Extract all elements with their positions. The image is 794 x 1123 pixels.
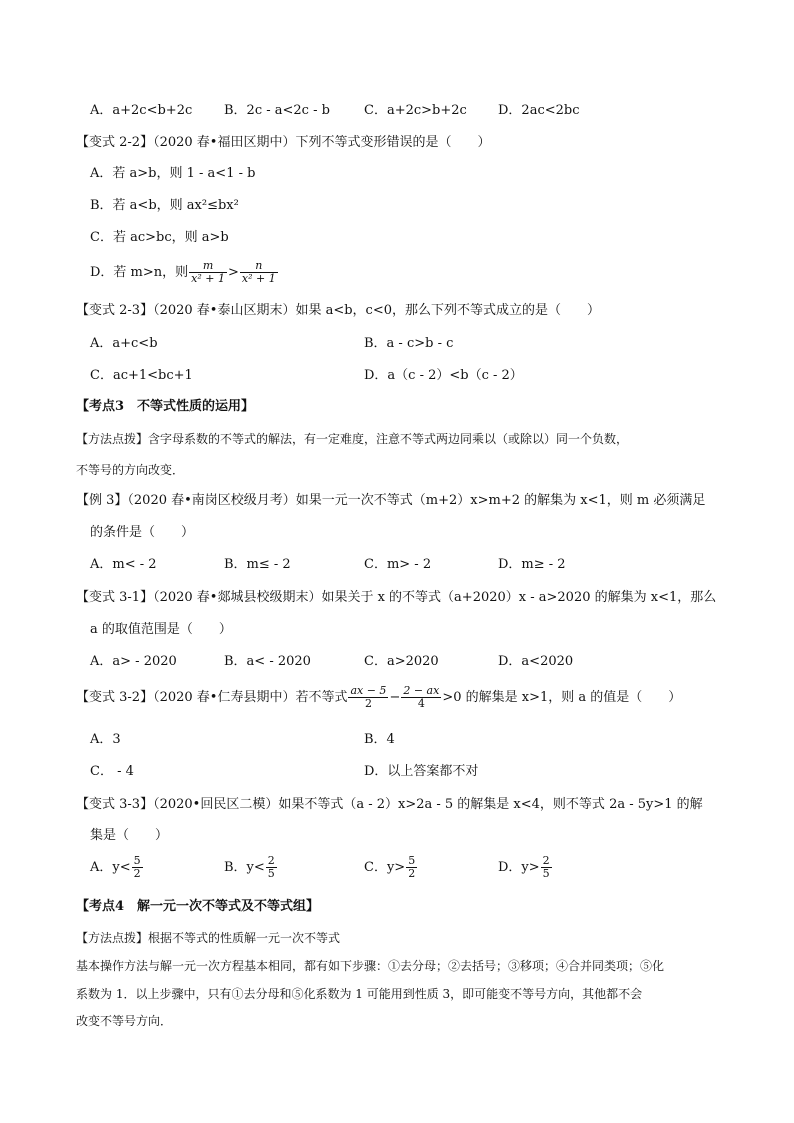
fraction [266,855,277,880]
variant-3-3-stem-line-1: 【变式 3-3】（2020•回民区二模）如果不等式（a - 2）x>2a - 5 的解集是 x<4，则不等式 2a - 5y>1 的解 [76,797,703,812]
topic-3-title: 【考点3 不等式性质的运用】 [76,399,255,414]
fraction-denominator: x² + 1 [191,272,225,285]
option-a: A．a+c<b [90,336,158,351]
fraction-numerator: 2 [542,854,550,867]
fraction-numerator: m [189,260,227,273]
option-d-prefix: D．若 m>n，则 [90,265,189,280]
topic-3-method-line-1: 【方法点拨】含字母系数的不等式的解法，有一定难度，注意不等式两边同乘以（或除以）同一个负数， [76,432,629,446]
fraction-ax-minus-5 [348,685,388,710]
option-a: A．3 [90,732,121,747]
example-3-stem-line-1: 【例 3】（2020 春•南岗区校级月考）如果一元一次不等式（m+2）x>m+2 的解集为 x<1，则 m 必须满足 [76,493,706,508]
fraction-numerator: 2 − ax [403,684,440,697]
option-d: D．2ac<2bc [498,103,580,118]
option-d: D．m≥ - 2 [498,557,566,572]
variant-2-2-option-d [90,258,279,288]
option-b [224,853,278,883]
option-label: A．y< [90,860,131,875]
topic-4-method-line-3: 系数为 1．以上步骤中，只有①去分母和⑤化系数为 1 可能用到性质 3，即可能变不等号方向，其他都不会 [76,987,643,1001]
option-label: D．y> [498,860,540,875]
topic-4-method-line-1: 【方法点拨】根据不等式的性质解一元一次不等式 [76,931,341,945]
option-d: D．a（c - 2）<b（c - 2） [364,368,523,383]
variant-3-3-stem-line-2: 集是（ ） [90,828,169,843]
fraction-m [189,260,227,285]
fraction-denominator: 5 [542,867,550,880]
fraction-numerator: ax − 5 [350,684,387,697]
option-a: A．m< - 2 [90,557,157,572]
option-b: B．a - c>b - c [364,336,454,351]
fraction-denominator: 5 [267,867,275,880]
fraction-numerator: 2 [267,854,275,867]
variant-2-2-option-b: B．若 a<b，则 ax²≤bx² [90,198,239,213]
greater-than-sign: > [227,265,239,280]
fraction-numerator: 5 [408,854,416,867]
fraction-numerator: n [240,260,278,273]
minus-sign: − [389,690,401,705]
fraction [406,855,417,880]
option-label: C．y> [364,860,406,875]
fraction-denominator: 2 [364,697,372,710]
stem-prefix: 【变式 3-2】（2020 春•仁寿县期中）若不等式 [76,690,348,705]
option-a: A．a> - 2020 [90,654,177,669]
option-c: C． - 4 [90,764,134,779]
option-b: B．4 [364,732,395,747]
option-d [498,853,553,883]
fraction-numerator: 5 [133,854,141,867]
fraction-2-minus-ax [401,685,441,710]
option-b: B．2c - a<2c - b [224,103,330,118]
option-c: C．a>2020 [364,654,439,669]
option-a: A．a+2c<b+2c [90,103,193,118]
option-label: B．y< [224,860,265,875]
option-c: C．m> - 2 [364,557,432,572]
option-c: C．a+2c>b+2c [364,103,467,118]
variant-3-1-stem-line-2: a 的取值范围是（ ） [90,622,232,637]
topic-4-title: 【考点4 解一元一次不等式及不等式组】 [76,899,320,914]
option-c: C．ac+1<bc+1 [90,368,193,383]
variant-2-2-option-c: C．若 ac>bc，则 a>b [90,230,229,245]
topic-4-method-line-4: 改变不等号方向． [76,1014,173,1028]
fraction-denominator: 4 [417,697,425,710]
variant-2-2-option-a: A．若 a>b，则 1 - a<1 - b [90,166,256,181]
variant-2-3-stem: 【变式 2-3】（2020 春•泰山区期末）如果 a<b，c<0，那么下列不等式成立的是（ ） [76,303,600,318]
option-d: D．以上答案都不对 [364,764,479,779]
topic-4-method-line-2: 基本操作方法与解一元一次方程基本相同，都有如下步骤：①去分母；②去括号；③移项；④合并同类项；⑤化 [76,959,665,973]
fraction [132,855,143,880]
option-b: B．a< - 2020 [224,654,311,669]
stem-suffix: >0 的解集是 x>1，则 a 的值是（ ） [442,690,682,705]
option-b: B．m≤ - 2 [224,557,291,572]
topic-3-method-line-2: 不等号的方向改变． [76,463,185,477]
example-3-stem-line-2: 的条件是（ ） [90,525,195,540]
fraction-denominator: 2 [408,867,416,880]
fraction-denominator: 2 [133,867,141,880]
variant-2-2-stem: 【变式 2-2】（2020 春•福田区期中）下列不等式变形错误的是（ ） [76,135,491,150]
variant-3-2-stem [76,683,681,713]
option-d: D．a<2020 [498,654,574,669]
fraction [541,855,552,880]
fraction-n [240,260,278,285]
option-a [90,853,144,883]
variant-3-1-stem-line-1: 【变式 3-1】（2020 春•郯城县校级期末）如果关于 x 的不等式（a+2020）x - a>2020 的解集为 x<1，那么 [76,590,717,605]
option-c [364,853,418,883]
fraction-denominator: x² + 1 [241,272,276,285]
